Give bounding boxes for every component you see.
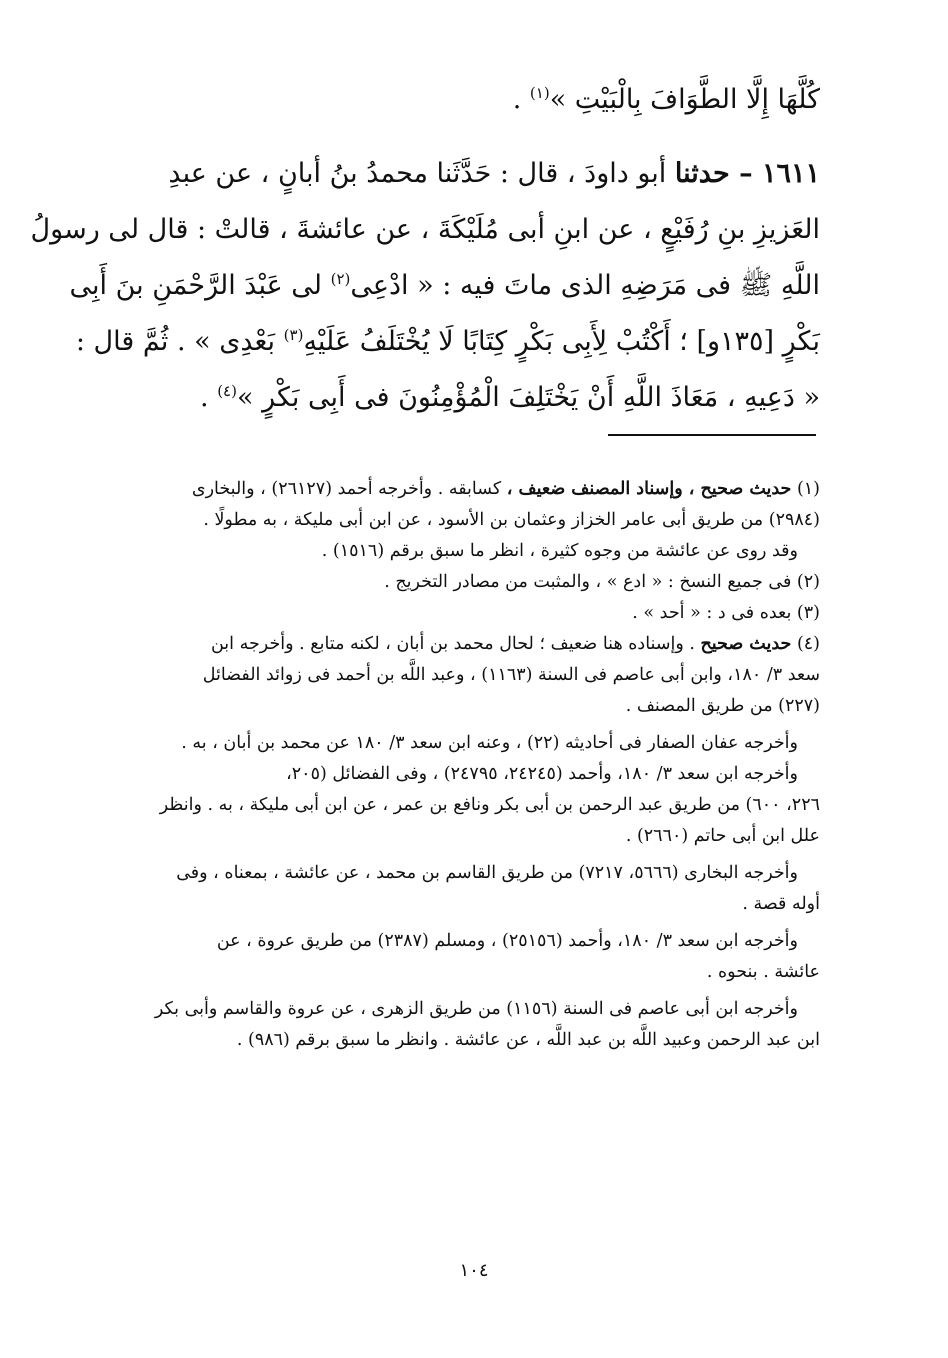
- main-line-1: ١٦١١ – حدثنا أبو داودَ ، قال : حَدَّثَنا محمدُ بنُ أبانٍ ، عن عبدِ: [168, 158, 820, 189]
- hadith-number: ١٦١١ –: [729, 158, 820, 189]
- footnote-4-line-10: وأخرجه ابن سعد ٣/ ١٨٠، وأحمد (٢٥١٥٦) ، ومسلم (٢٣٨٧) من طريق عروة ، عن: [216, 931, 798, 951]
- footnote-1-line-3: وقد روى عن عائشة من وجوه كثيرة ، انظر ما سبق برقم (١٥١٦) .: [321, 541, 798, 561]
- footnote-4-line-7: علل ابن أبى حاتم (٢٦٦٠) .: [625, 826, 820, 846]
- footnote-2: (٢) فى جميع النسخ : « ادع » ، والمثبت من مصادر التخريج .: [384, 572, 820, 592]
- footnote-4-line-2: سعد ٣/ ١٨٠، وابن أبى عاصم فى السنة (١١٦٣) ، وعبد اللَّه بن أحمد فى زوائد الفضائل: [202, 665, 820, 685]
- footnote-4-line-8: وأخرجه البخارى (٥٦٦٦، ٧٢١٧) من طريق القاسم بن محمد ، عن عائشة ، بمعناه ، وفى: [176, 863, 798, 883]
- footnote-1-line-1: (١) حديث صحيح ، وإسناد المصنف ضعيف ، كسابقه . وأخرجه أحمد (٢٦١٢٧) ، والبخارى: [191, 479, 820, 499]
- footnote-ref-2: (٢): [330, 270, 351, 288]
- main-line-4: بَكْرٍ [١٣٥و] ؛ أَكْتُبْ لِأَبِى بَكْرٍ كِتَابًا لَا يُخْتَلَفُ عَلَيْهِ$^{(٣)}$ بَعْدِى » . ثُمَّ قال :: [75, 326, 820, 357]
- footnote-4-line-1: (٤) حديث صحيح . وإسناده هنا ضعيف ؛ لحال محمد بن أبان ، لكنه متابع . وأخرجه ابن: [210, 634, 820, 654]
- footnote-ref-1: (١): [529, 84, 550, 102]
- footnote-3: (٣) بعده فى د : « أحد » .: [632, 603, 820, 623]
- hadith-opening: حدثنا: [674, 158, 730, 189]
- footnote-4-line-4: وأخرجه عفان الصفار فى أحاديثه (٢٢) ، وعنه ابن سعد ٣/ ١٨٠ عن محمد بن أبان ، به .: [181, 733, 798, 753]
- footnote-4-line-5: وأخرجه ابن سعد ٣/ ١٨٠، وأحمد (٢٤٢٤٥، ٢٤٧٩٥) ، وفى الفضائل (٢٠٥،: [286, 764, 798, 784]
- main-text: [30, 72, 820, 426]
- footnote-4-line-9: أوله قصة .: [742, 894, 820, 914]
- footnotes: [104, 474, 820, 1056]
- page-number: ١٠٤: [459, 1260, 489, 1281]
- main-line-3: اللَّهِ ﷺ فى مَرَضِهِ الذى ماتَ فيه : « ادْعِى$^{(٢)}$ لى عَبْدَ الرَّحْمَنِ بنَ أَبِى: [69, 270, 820, 301]
- footnote-4-line-3: (٢٢٧) من طريق المصنف .: [625, 696, 820, 716]
- footnote-ref-3: (٣): [283, 326, 304, 344]
- main-line-5: « دَعِيهِ ، مَعَاذَ اللَّهِ أَنْ يَخْتَلِفَ الْمُؤْمِنُونَ فى أَبِى بَكْرٍ »$^{(٤)}$ .: [200, 382, 820, 413]
- main-line-0: كُلَّهَا إِلَّا الطَّوَافَ بِالْبَيْتِ »$^{(١)}$ .: [512, 84, 820, 115]
- footnote-4-line-12: وأخرجه ابن أبى عاصم فى السنة (١١٥٦) من طريق الزهرى ، عن عروة والقاسم وأبى بكر: [154, 999, 798, 1019]
- main-line-2: العَزيزِ بنِ رُفَيْعٍ ، عن ابنِ أبى مُلَيْكَةَ ، عن عائشةَ ، قالتْ : قال لى رسولُ: [30, 214, 820, 245]
- footnote-4-line-13: ابن عبد الرحمن وعبيد اللَّه بن عبد اللَّه ، عن عائشة . وانظر ما سبق برقم (٩٨٦) .: [236, 1030, 820, 1050]
- footnote-4-line-6: ٢٢٦، ٦٠٠) من طريق عبد الرحمن بن أبى بكر ونافع بن عمر ، عن ابن أبى مليكة ، به . وانظر: [159, 795, 820, 815]
- footnote-1-line-2: (٢٩٨٤) من طريق أبى عامر الخزاز وعثمان بن الأسود ، عن ابن أبى مليكة ، به مطولًا .: [203, 510, 820, 530]
- footnote-4-line-11: عائشة . بنحوه .: [706, 962, 820, 982]
- footnote-separator: [608, 434, 816, 436]
- footnote-ref-4: (٤): [217, 382, 237, 400]
